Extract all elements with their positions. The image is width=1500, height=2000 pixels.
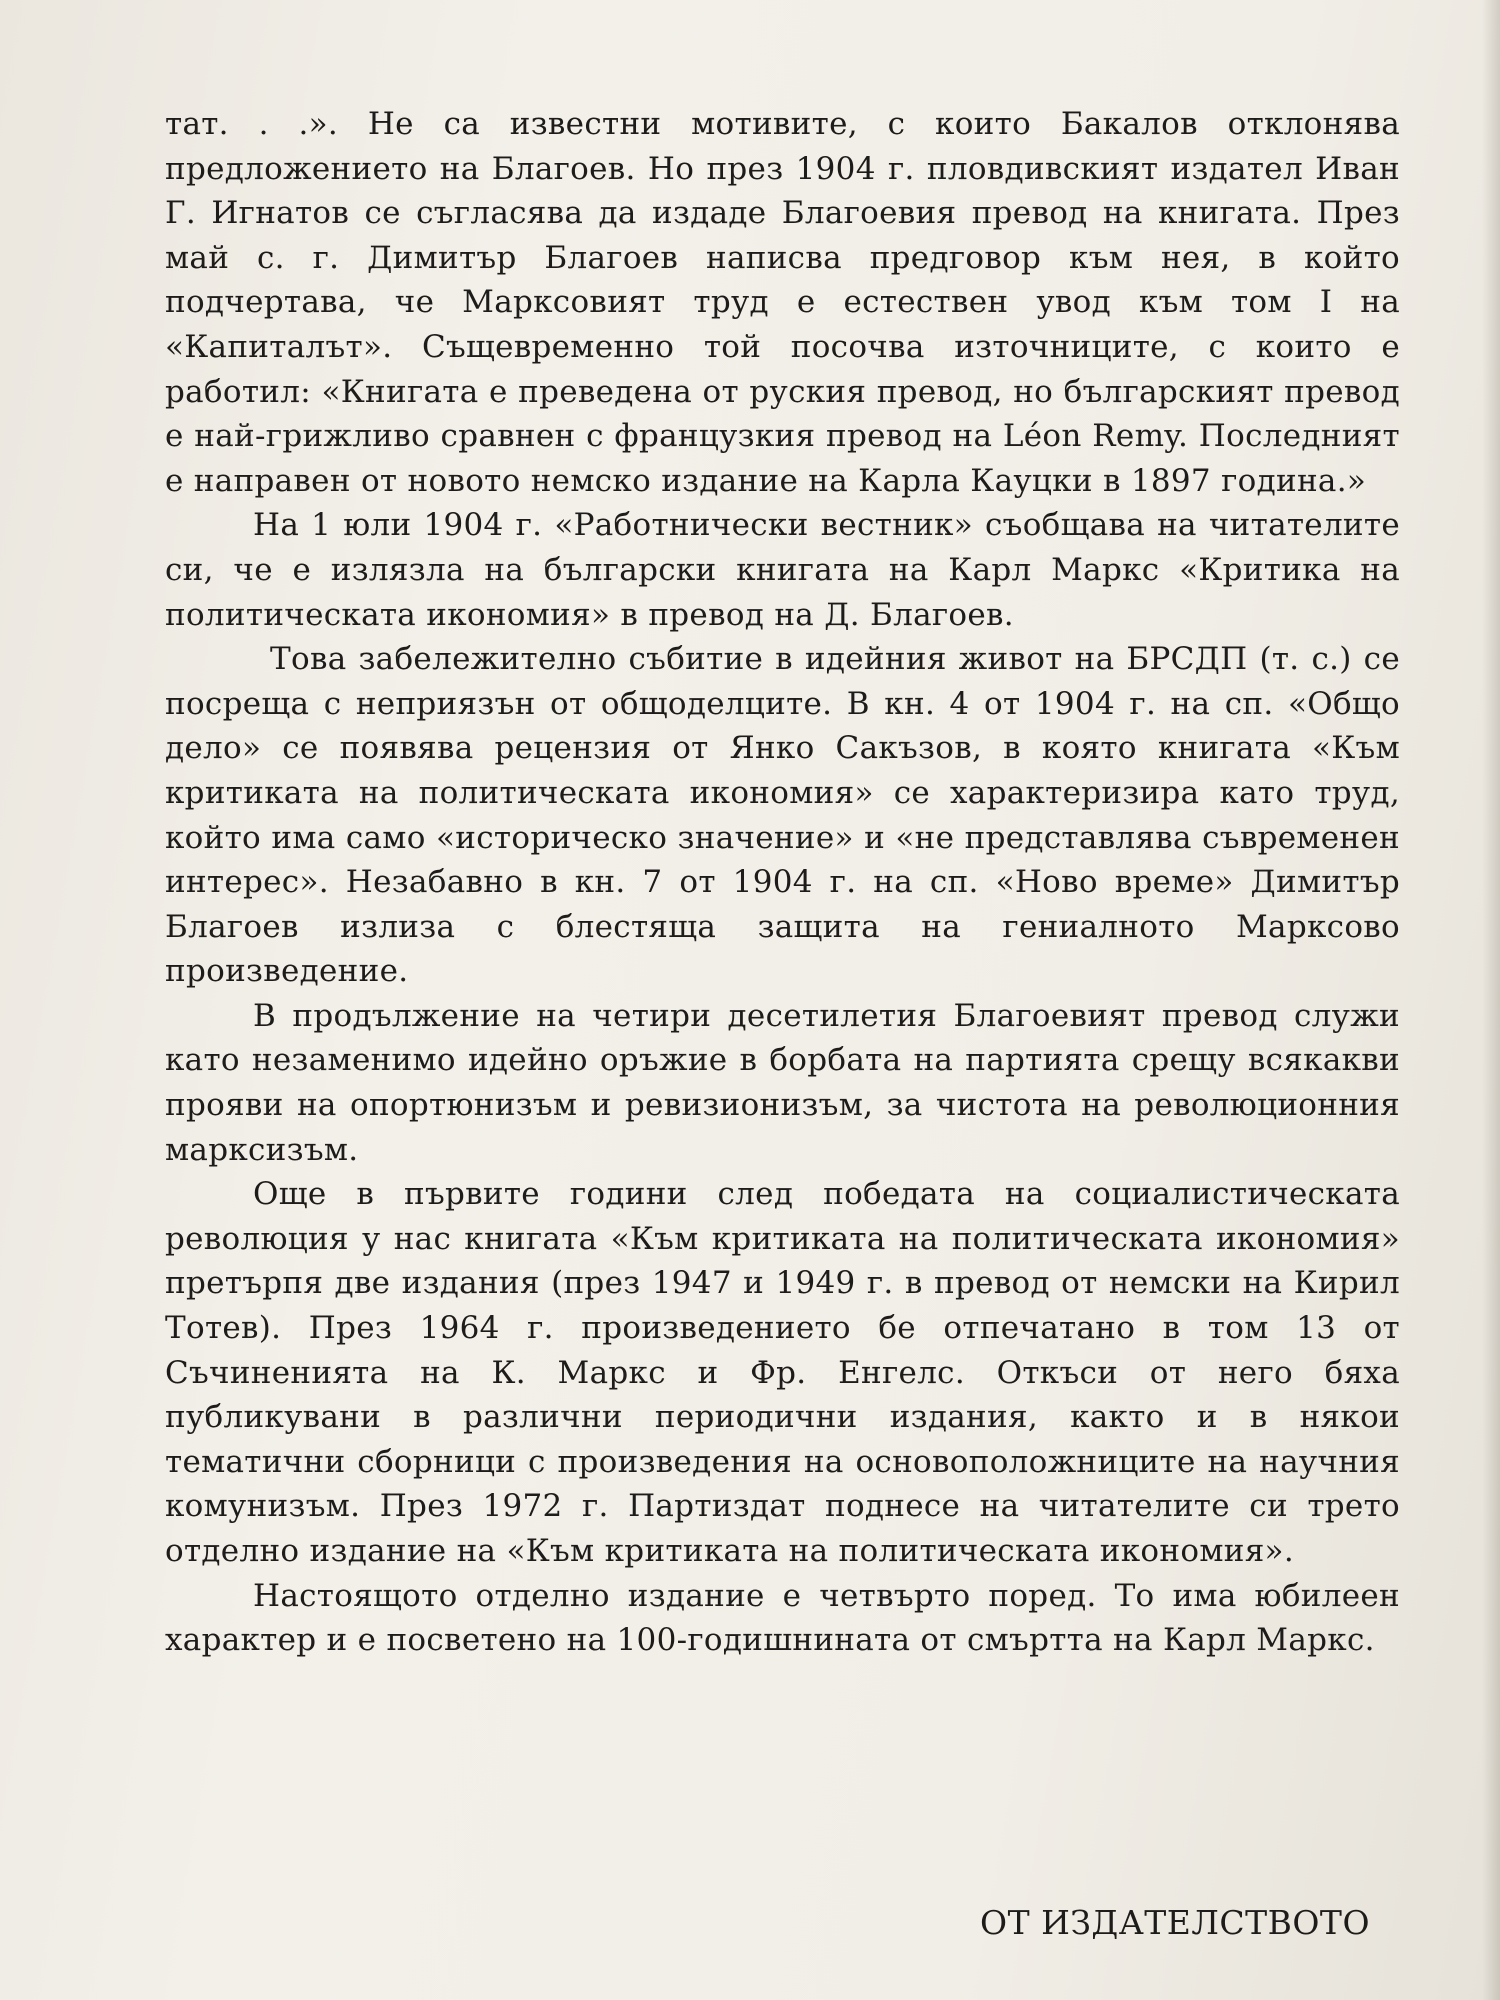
paragraph-3: Това забележително събитие в идейния живот на БРСДП (т. с.) се посреща с неприязън от общоделците. В кн. 4 от 1904 г. на сп. «Общо дело» се появява рецензия от Янко Сакъзов, в която книгата «Към критиката на политическата икономия» се характеризира като труд, който има само «историческо значение» и «не представлява съвременен интерес». Незабавно в кн. 7 от 1904 г. на сп. «Ново време» Димитър Благоев излиза с блестяща защита на гениалното Марксово произведение.: [165, 641, 1400, 990]
paragraph-1: тат. . .». Не са известни мотивите, с които Бакалов отклонява предложението на Благоев. Но през 1904 г. пловдивският издател Иван Г. Игнатов се съгласява да издаде Благоевия превод на книгата. През май с. г. Димитър Благоев написва предговор към нея, в който подчертава, че Марксовият труд е естествен увод към том I на «Капиталът». Същевременно той посочва източниците, с които е работил: «Книгата е преведена от руския превод, но българският превод е най-грижливо сравнен с французкия превод на Léon Remy. Последният е направен от новото немско издание на Карла Кауцки в 1897 година.»: [165, 106, 1400, 499]
publisher-signature: ОТ ИЗДАТЕЛСТВОТО: [980, 1903, 1370, 1942]
body-text: [165, 102, 1400, 1663]
paragraph-2: На 1 юли 1904 г. «Работнически вестник» съобщава на читателите си, че е излязла на български книгата на Карл Маркс «Критика на политическата икономия» в превод на Д. Благоев.: [165, 507, 1400, 633]
page-edge-shadow: [1482, 0, 1500, 2000]
paragraph-4: В продължение на четири десетилетия Благоевият превод служи като незаменимо идейно оръжие в борбата на партията срещу всякакви прояви на опортюнизъм и ревизионизъм, за чистота на революционния марксизъм.: [165, 997, 1400, 1168]
paragraph-6: Настоящото отделно издание е четвърто поред. То има юбилеен характер и е посветено на 100-годишнината от смъртта на Карл Маркс.: [165, 1577, 1400, 1659]
paragraph-5: Още в първите години след победата на социалистическата революция у нас книгата «Към критиката на политическата икономия» претърпя две издания (през 1947 и 1949 г. в превод от немски на Кирил Тотев). През 1964 г. произведението бе отпечатано в том 13 от Съчиненията на К. Маркс и Фр. Енгелс. Откъси от него бяха публикувани в различни периодични издания, както и в някои тематични сборници с произведения на основоположниците на научния комунизъм. През 1972 г. Партиздат поднесе на читателите си трето отделно издание на «Към критиката на политическата икономия».: [165, 1176, 1400, 1569]
